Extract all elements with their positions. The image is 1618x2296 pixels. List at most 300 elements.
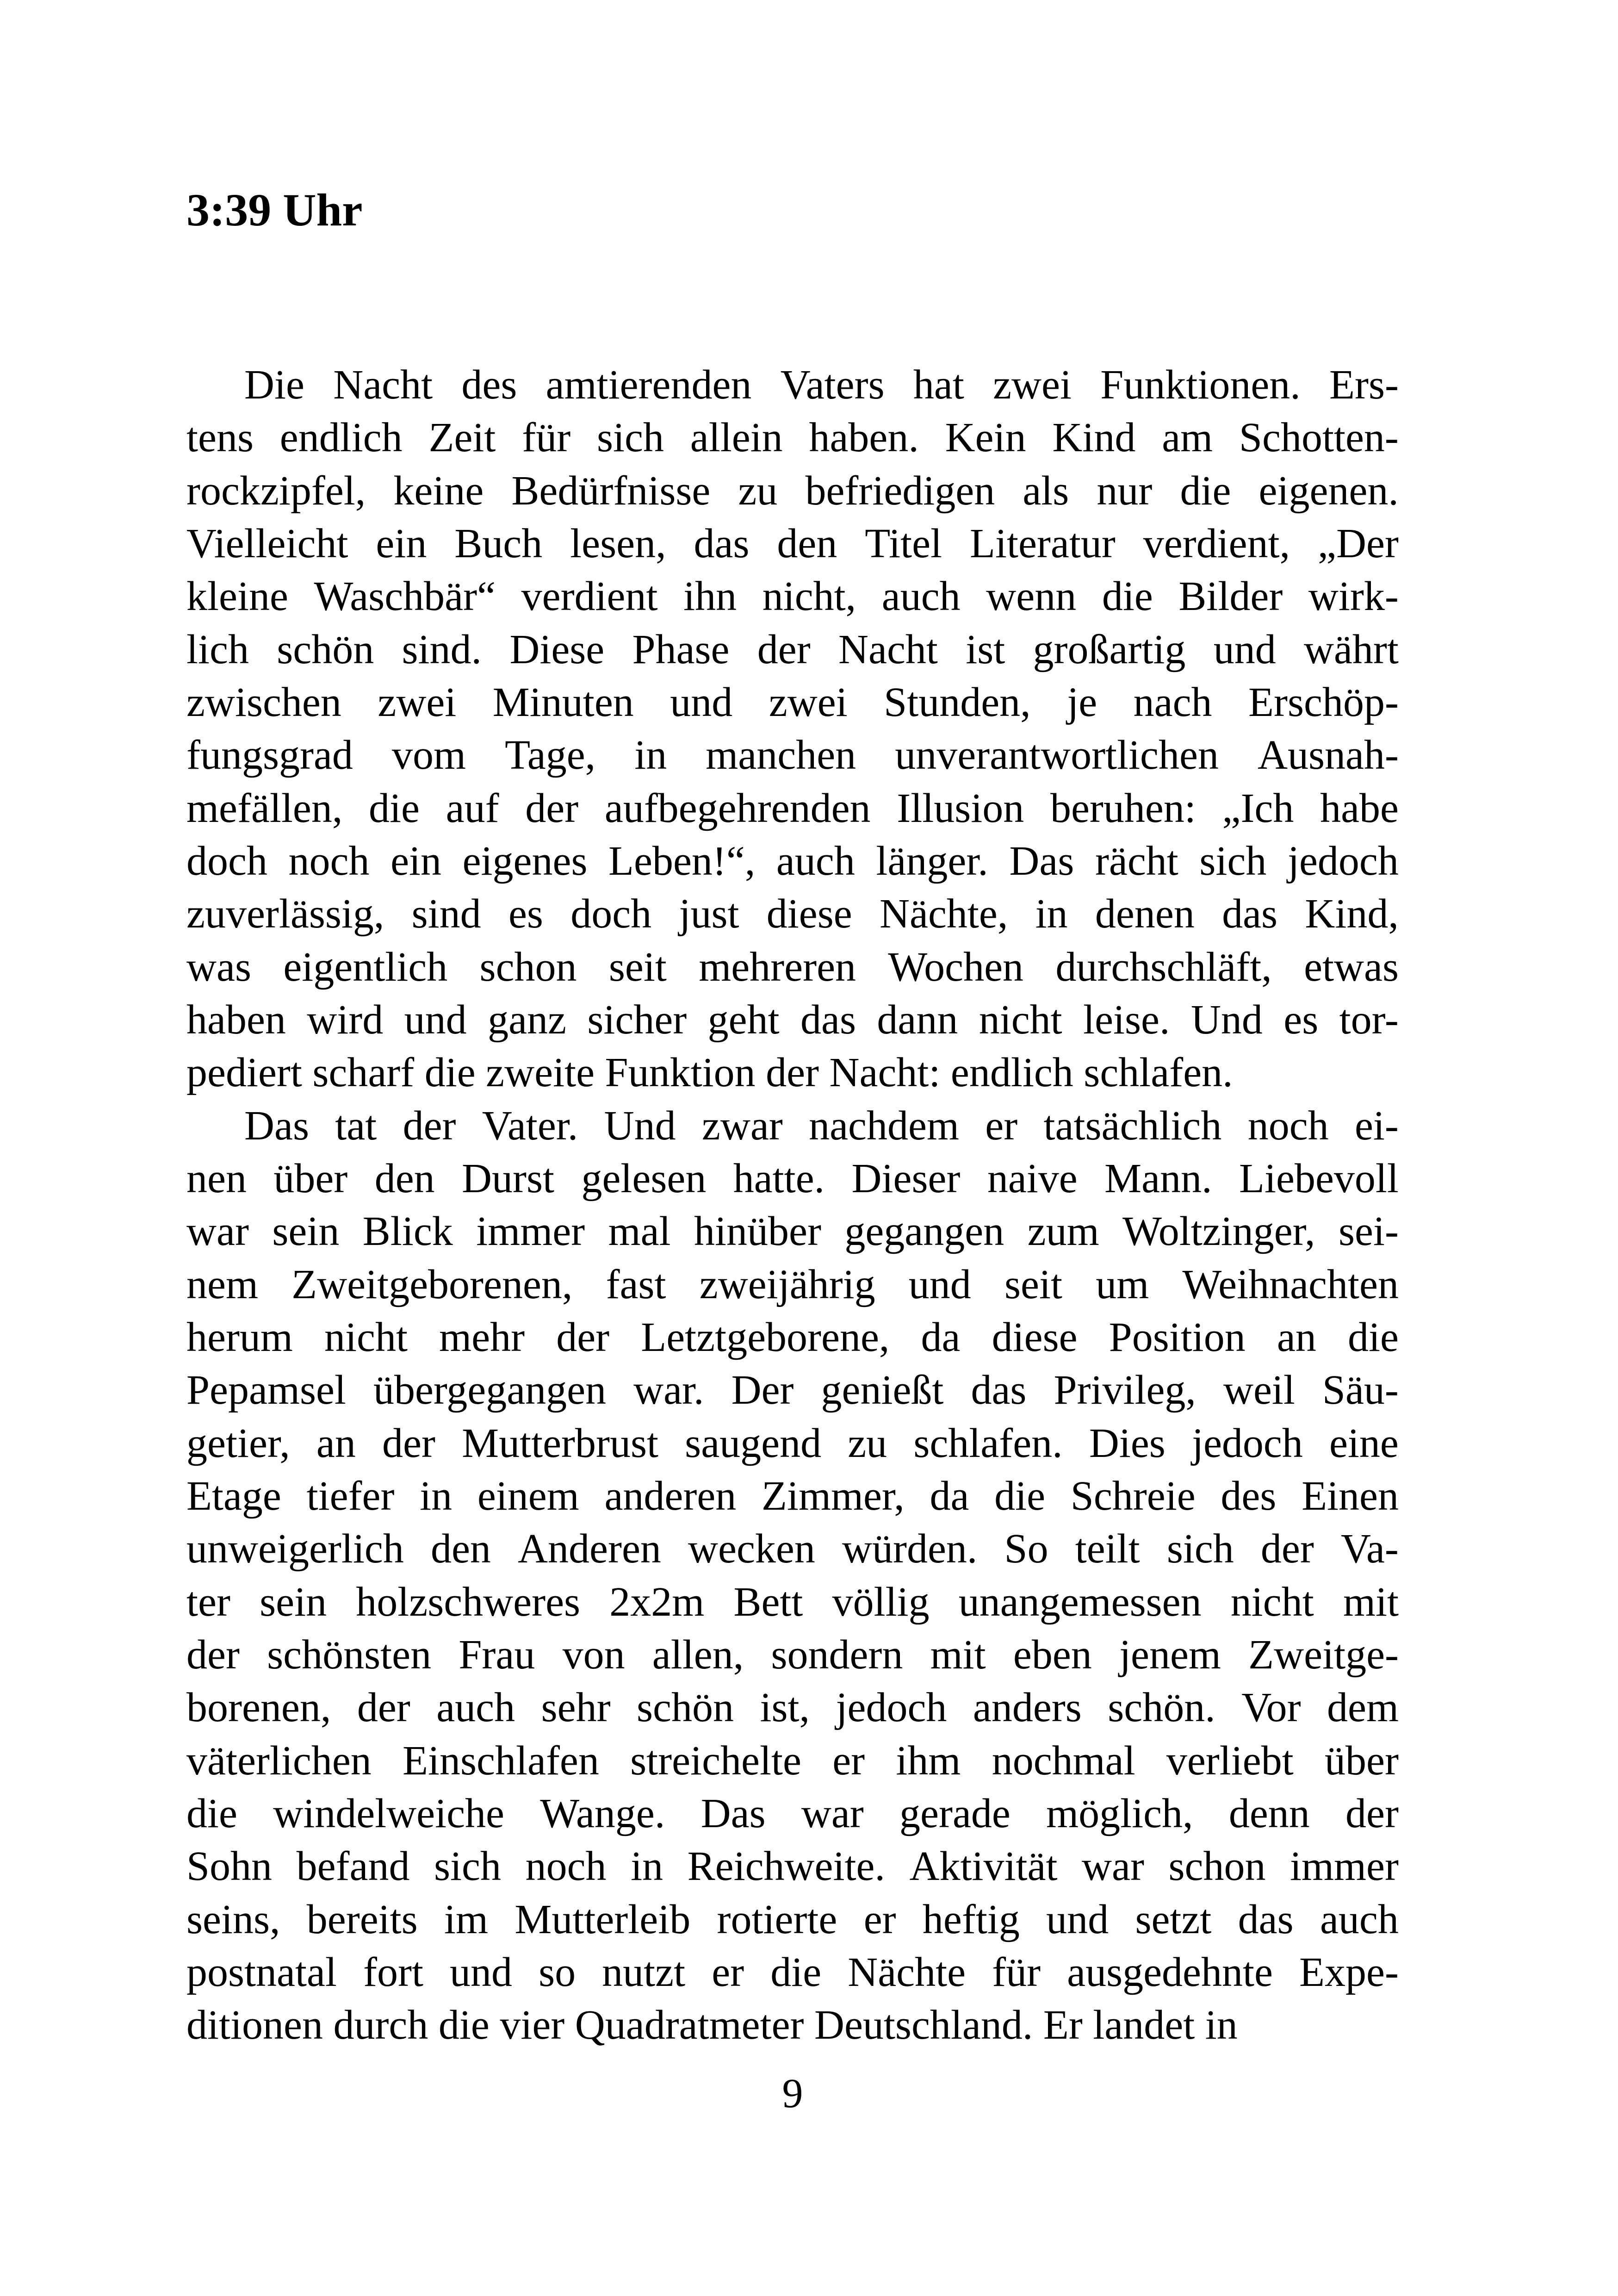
- word: Etage: [186, 1473, 281, 1519]
- word: war: [186, 1208, 249, 1255]
- word: wenn: [986, 573, 1077, 620]
- word: befand: [296, 1843, 410, 1890]
- word: sich: [434, 1843, 502, 1890]
- word: verdient: [521, 573, 658, 620]
- word: des: [461, 362, 517, 408]
- word: seit: [1004, 1261, 1062, 1307]
- text-line: [186, 1364, 1399, 1417]
- word: der: [757, 626, 811, 672]
- word: sich: [1199, 838, 1267, 884]
- word: eigenen.: [1258, 467, 1399, 514]
- word: Sohn: [186, 1843, 273, 1890]
- word: das: [971, 1367, 1027, 1413]
- word: tatsächlich: [1043, 1102, 1222, 1149]
- word: jenem: [1119, 1631, 1221, 1678]
- word: Titel: [865, 520, 942, 566]
- word: getier,: [186, 1420, 290, 1466]
- word: weil: [1223, 1367, 1295, 1413]
- text-line: [186, 1100, 1399, 1152]
- word: nur: [1097, 467, 1153, 514]
- word: den: [430, 1526, 491, 1572]
- word: Dieser: [851, 1155, 961, 1201]
- word: an: [1277, 1314, 1316, 1360]
- text-line: [186, 1311, 1399, 1364]
- word: nem: [186, 1261, 258, 1307]
- text-line: [186, 359, 1399, 411]
- word: Weihnachten: [1182, 1261, 1399, 1307]
- word: ihn: [683, 573, 737, 620]
- word: genießt: [821, 1367, 944, 1413]
- word: würden.: [842, 1526, 978, 1572]
- word: heftig: [922, 1896, 1020, 1942]
- word: Funktionen.: [1100, 362, 1301, 408]
- word: Literatur: [969, 520, 1116, 566]
- word: die: [186, 1790, 237, 1836]
- word: je: [1067, 679, 1097, 725]
- word: mal: [608, 1208, 671, 1255]
- word: hinüber: [694, 1208, 821, 1255]
- word: lich: [186, 626, 249, 672]
- word: befriedigen: [805, 467, 995, 514]
- word: mit: [930, 1631, 986, 1678]
- word: unverantwortlichen: [895, 732, 1219, 778]
- word: saugend: [685, 1420, 822, 1466]
- word: und: [404, 996, 467, 1043]
- word: die: [369, 785, 420, 831]
- word: leise.: [1083, 996, 1170, 1043]
- word: schon: [479, 944, 577, 990]
- word: er: [985, 1102, 1018, 1149]
- word: war: [1082, 1843, 1144, 1890]
- text-line: ditionen durch die vier Quadratmeter Deutschland. Er landet in: [186, 2002, 1238, 2048]
- word: kleine: [186, 573, 288, 620]
- text-line: [186, 1629, 1399, 1681]
- word: zweijährig: [699, 1261, 875, 1307]
- word: er: [863, 1896, 896, 1942]
- word: rächt: [1095, 838, 1178, 884]
- word: sein: [260, 1579, 327, 1625]
- word: gelesen: [581, 1155, 707, 1201]
- word: Blick: [362, 1208, 453, 1255]
- word: Einen: [1302, 1473, 1399, 1519]
- word: es: [1283, 996, 1319, 1043]
- word: die: [1180, 467, 1231, 514]
- word: ausgedehnte: [1067, 1949, 1273, 1995]
- word: der: [357, 1685, 410, 1731]
- word: und: [450, 1949, 513, 1995]
- word: nach: [1133, 679, 1212, 725]
- word: schön: [277, 626, 374, 672]
- word: Va-: [1340, 1526, 1399, 1572]
- word: Der: [731, 1367, 794, 1413]
- word: endlich: [279, 415, 403, 461]
- text-line: [186, 1681, 1399, 1734]
- word: das: [694, 520, 750, 566]
- word: Zweitge-: [1248, 1631, 1399, 1678]
- word: bereits: [306, 1896, 418, 1942]
- word: über: [1325, 1737, 1399, 1784]
- word: seins,: [186, 1896, 280, 1942]
- word: der: [1260, 1526, 1314, 1572]
- word: keine: [393, 467, 484, 514]
- word: war.: [633, 1367, 704, 1413]
- word: seit: [608, 944, 667, 990]
- word: rockzipfel,: [186, 467, 366, 514]
- word: Wange.: [540, 1790, 665, 1836]
- word: Und: [1190, 996, 1263, 1043]
- word: Durst: [462, 1155, 555, 1201]
- word: und: [670, 679, 733, 725]
- word: für: [522, 415, 571, 461]
- word: Das: [244, 1102, 309, 1149]
- word: nicht: [1230, 1579, 1314, 1625]
- word: sei-: [1338, 1208, 1399, 1255]
- text-line: [186, 411, 1399, 464]
- word: da: [921, 1314, 961, 1360]
- word: großartig: [1033, 626, 1186, 672]
- word: auch: [1320, 1896, 1399, 1942]
- word: haben: [186, 996, 286, 1043]
- word: durchschläft,: [1055, 944, 1272, 990]
- word: denn: [1228, 1790, 1310, 1836]
- text-line: [186, 1735, 1399, 1787]
- word: die: [770, 1949, 822, 1995]
- word: ganz: [488, 996, 566, 1043]
- word: auch: [436, 1685, 515, 1731]
- word: anderen: [604, 1473, 737, 1519]
- word: allein: [690, 415, 783, 461]
- text-line: [186, 1152, 1399, 1205]
- word: „Der: [1318, 520, 1399, 566]
- word: ist,: [760, 1685, 810, 1731]
- word: Ers-: [1329, 362, 1399, 408]
- word: Waschbär“: [314, 573, 496, 620]
- word: wecken: [688, 1526, 815, 1572]
- text-line: [186, 465, 1399, 517]
- word: Nächte: [848, 1949, 966, 1995]
- word: immer: [476, 1208, 585, 1255]
- word: der: [1345, 1790, 1399, 1836]
- word: nen: [186, 1155, 247, 1201]
- text-line: [186, 941, 1399, 994]
- word: jedoch: [836, 1685, 947, 1731]
- word: nachdem: [809, 1102, 959, 1149]
- page-number: 9: [782, 2071, 803, 2116]
- word: anders: [973, 1685, 1082, 1731]
- word: Minuten: [492, 679, 634, 725]
- word: übergegangen: [373, 1367, 607, 1413]
- word: jedoch: [1191, 1420, 1303, 1466]
- word: allen,: [652, 1631, 744, 1678]
- word: denen: [1095, 891, 1195, 937]
- text-line: [186, 676, 1399, 729]
- word: Woltzinger,: [1122, 1208, 1315, 1255]
- word: er: [832, 1737, 865, 1784]
- word: gerade: [899, 1790, 1010, 1836]
- word: war: [801, 1790, 864, 1836]
- word: sehr: [541, 1685, 611, 1731]
- word: sein: [272, 1208, 340, 1255]
- word: habe: [1320, 785, 1399, 831]
- word: verdient,: [1143, 520, 1290, 566]
- word: unweigerlich: [186, 1526, 404, 1572]
- word: Diese: [509, 626, 605, 672]
- word: tat: [335, 1102, 377, 1149]
- word: Phase: [632, 626, 730, 672]
- word: zuverlässig,: [186, 891, 384, 937]
- word: lesen,: [570, 520, 666, 566]
- word: und: [908, 1261, 971, 1307]
- text-line: [186, 1893, 1399, 1946]
- word: Reichweite.: [687, 1843, 885, 1890]
- word: Expe-: [1299, 1949, 1399, 1995]
- word: fort: [363, 1949, 423, 1995]
- word: Bilder: [1178, 573, 1283, 620]
- text-line: pediert scharf die zweite Funktion der Nacht: endlich schlafen.: [186, 1050, 1233, 1096]
- word: sicher: [587, 996, 687, 1043]
- text-line: [186, 1205, 1399, 1258]
- word: schönsten: [267, 1631, 432, 1678]
- word: zum: [1027, 1208, 1099, 1255]
- word: Leben!“,: [608, 838, 756, 884]
- word: möglich,: [1046, 1790, 1193, 1836]
- word: gegangen: [844, 1208, 1004, 1255]
- text-line: [186, 1470, 1399, 1523]
- word: ei-: [1354, 1102, 1399, 1149]
- word: in: [420, 1473, 453, 1519]
- word: Das: [701, 1790, 766, 1836]
- word: nicht: [979, 996, 1062, 1043]
- word: eben: [1013, 1631, 1092, 1678]
- word: diese: [992, 1314, 1078, 1360]
- word: ein: [391, 838, 442, 884]
- word: naive: [987, 1155, 1078, 1201]
- text-line: [186, 782, 1399, 835]
- word: dem: [1327, 1685, 1399, 1731]
- word: völlig: [832, 1579, 930, 1625]
- word: das: [800, 996, 856, 1043]
- text-line: [186, 570, 1399, 623]
- word: Pepamsel: [186, 1367, 346, 1413]
- text-line: [186, 1946, 1399, 1999]
- word: setzt: [1135, 1896, 1212, 1942]
- word: und: [1046, 1896, 1109, 1942]
- word: herum: [186, 1314, 293, 1360]
- word: Liebevoll: [1239, 1155, 1399, 1201]
- word: Säu-: [1322, 1367, 1399, 1413]
- word: Und: [604, 1102, 676, 1149]
- text-line: [186, 835, 1399, 888]
- word: Kind: [1052, 415, 1136, 461]
- word: streichelte: [630, 1737, 801, 1784]
- word: Wochen: [888, 944, 1024, 990]
- word: windelweiche: [273, 1790, 504, 1836]
- word: Nacht: [333, 362, 433, 408]
- word: Bedürfnisse: [511, 467, 711, 514]
- word: Letztgeborene,: [641, 1314, 890, 1360]
- word: nutzt: [602, 1949, 686, 1995]
- word: schon: [1168, 1843, 1266, 1890]
- word: nochmal: [992, 1737, 1135, 1784]
- word: wirk-: [1308, 573, 1399, 620]
- word: Position: [1109, 1314, 1246, 1360]
- word: doch: [570, 891, 652, 937]
- word: in: [634, 732, 667, 778]
- word: Zeit: [428, 415, 496, 461]
- word: schlafen.: [913, 1420, 1063, 1466]
- word: die: [1347, 1314, 1399, 1360]
- word: 2x2m: [609, 1579, 705, 1625]
- text-line: [186, 994, 1399, 1046]
- word: auch: [881, 573, 961, 620]
- word: unangemessen: [958, 1579, 1202, 1625]
- word: etwas: [1304, 944, 1399, 990]
- word: tiefer: [306, 1473, 395, 1519]
- word: der: [382, 1420, 435, 1466]
- word: verliebt: [1166, 1737, 1294, 1784]
- word: Mutterleib: [515, 1896, 691, 1942]
- word: in: [1035, 891, 1068, 937]
- word: schön: [637, 1685, 734, 1731]
- word: der: [525, 785, 579, 831]
- word: eine: [1329, 1420, 1399, 1466]
- word: um: [1096, 1261, 1149, 1307]
- word: Vater.: [482, 1102, 578, 1149]
- word: Tage,: [505, 732, 596, 778]
- word: des: [1221, 1473, 1277, 1519]
- text-line: [186, 1417, 1399, 1470]
- word: Mutterbrust: [462, 1420, 659, 1466]
- word: Schotten-: [1239, 415, 1399, 461]
- word: einem: [477, 1473, 579, 1519]
- word: eigenes: [462, 838, 588, 884]
- word: immer: [1290, 1843, 1399, 1890]
- word: der: [556, 1314, 610, 1360]
- word: eigentlich: [283, 944, 448, 990]
- word: den: [777, 520, 837, 566]
- word: Illusion: [897, 785, 1024, 831]
- text-line: [186, 517, 1399, 570]
- text-line: [186, 1258, 1399, 1311]
- word: am: [1162, 415, 1213, 461]
- word: Vielleicht: [186, 520, 348, 566]
- word: „Ich: [1222, 785, 1294, 831]
- word: da: [930, 1473, 969, 1519]
- word: vom: [391, 732, 466, 778]
- word: zwei: [378, 679, 457, 725]
- word: sich: [596, 415, 664, 461]
- word: währt: [1303, 626, 1399, 672]
- word: fungsgrad: [186, 732, 353, 778]
- text-line: [186, 1840, 1399, 1893]
- word: dann: [877, 996, 958, 1043]
- word: Schreie: [1070, 1473, 1196, 1519]
- word: das: [1238, 1896, 1294, 1942]
- chapter-header: 3:39 Uhr: [186, 184, 363, 236]
- word: rotierte: [717, 1896, 837, 1942]
- word: Vaters: [780, 362, 885, 408]
- word: holzschweres: [356, 1579, 581, 1625]
- word: So: [1004, 1526, 1048, 1572]
- word: amtierenden: [546, 362, 752, 408]
- word: im: [444, 1896, 489, 1942]
- word: ist: [966, 626, 1005, 672]
- word: hat: [913, 362, 964, 408]
- word: wird: [307, 996, 384, 1043]
- word: Frau: [459, 1631, 535, 1678]
- word: tens: [186, 415, 254, 461]
- word: nicht,: [762, 573, 856, 620]
- word: beruhen:: [1050, 785, 1196, 831]
- word: noch: [1247, 1102, 1329, 1149]
- word: die: [1102, 573, 1153, 620]
- word: jedoch: [1287, 838, 1399, 884]
- word: ein: [376, 520, 427, 566]
- word: Die: [244, 362, 304, 408]
- text-line: [186, 1576, 1399, 1629]
- word: aufbegehrenden: [604, 785, 871, 831]
- word: just: [679, 891, 739, 937]
- word: über: [273, 1155, 348, 1201]
- word: an: [316, 1420, 356, 1466]
- word: Privileg,: [1054, 1367, 1196, 1413]
- word: den: [374, 1155, 435, 1201]
- word: fast: [606, 1261, 666, 1307]
- word: das: [1222, 891, 1278, 937]
- word: Stunden,: [884, 679, 1031, 725]
- word: Bett: [733, 1579, 803, 1625]
- word: Einschlafen: [403, 1737, 599, 1784]
- word: zu: [848, 1420, 887, 1466]
- word: Ausnah-: [1258, 732, 1399, 778]
- word: väterlichen: [186, 1737, 372, 1784]
- word: Nächte,: [880, 891, 1008, 937]
- word: Kind,: [1305, 891, 1399, 937]
- word: ter: [186, 1579, 230, 1625]
- word: es: [508, 891, 543, 937]
- word: zwischen: [186, 679, 341, 725]
- word: auch: [776, 838, 855, 884]
- word: von: [562, 1631, 625, 1678]
- word: zu: [738, 467, 778, 514]
- text-line: [186, 1523, 1399, 1575]
- word: diese: [766, 891, 852, 937]
- word: sind: [411, 891, 481, 937]
- word: Das: [1009, 838, 1074, 884]
- word: borenen,: [186, 1685, 331, 1731]
- word: sich: [1166, 1526, 1234, 1572]
- word: was: [186, 944, 251, 990]
- word: Erschöp-: [1248, 679, 1399, 725]
- word: in: [631, 1843, 663, 1890]
- word: Aktivität: [909, 1843, 1058, 1890]
- word: zwei: [993, 362, 1072, 408]
- word: und: [1213, 626, 1276, 672]
- word: Dies: [1089, 1420, 1165, 1466]
- word: mehreren: [699, 944, 856, 990]
- word: noch: [525, 1843, 607, 1890]
- text-line: [186, 888, 1399, 940]
- word: tor-: [1339, 996, 1399, 1043]
- word: postnatal: [186, 1949, 337, 1995]
- word: auf: [446, 785, 499, 831]
- word: Mann.: [1104, 1155, 1212, 1201]
- word: noch: [288, 838, 370, 884]
- word: Kein: [945, 415, 1026, 461]
- word: Anderen: [518, 1526, 661, 1572]
- word: nicht: [324, 1314, 408, 1360]
- word: für: [992, 1949, 1041, 1995]
